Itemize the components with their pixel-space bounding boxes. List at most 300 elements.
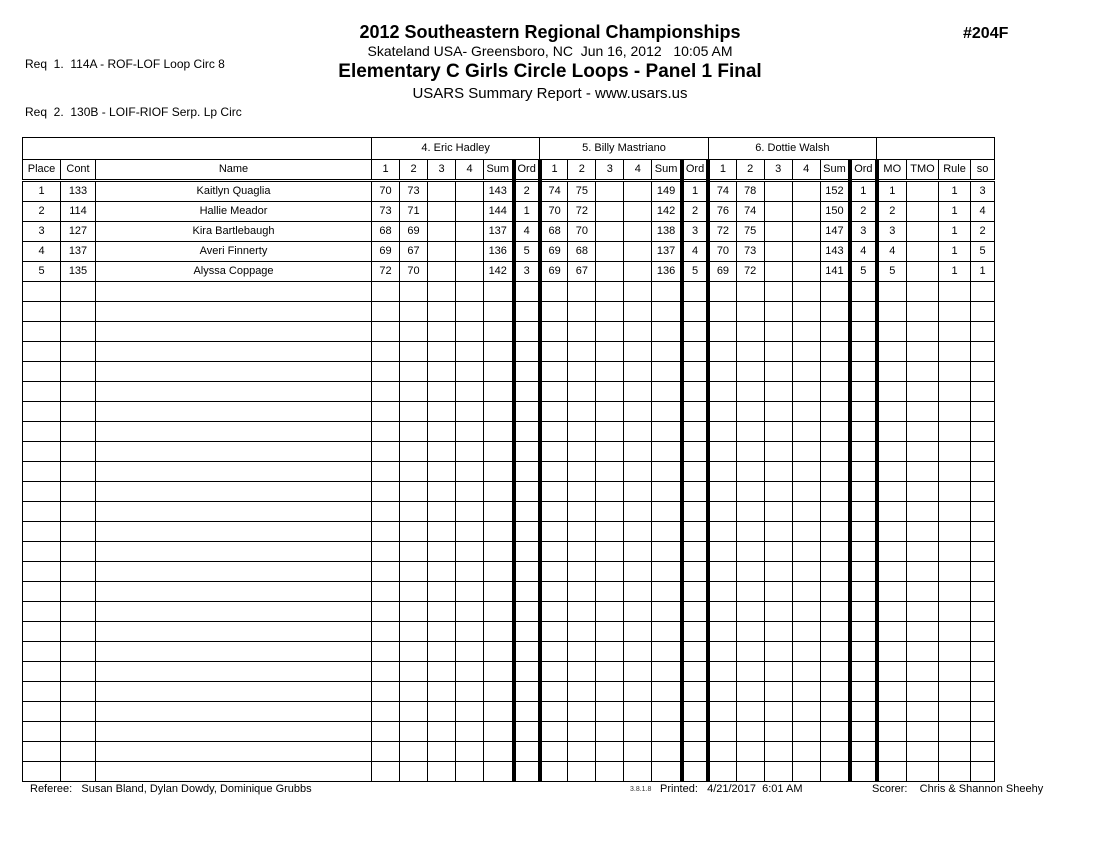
cell-place — [23, 762, 61, 782]
cell-judge4-ord — [514, 382, 540, 402]
cell-judge5-score3 — [596, 722, 624, 742]
header-rule: Rule — [939, 160, 971, 181]
cell-judge5-ord — [682, 402, 708, 422]
cell-rule — [939, 522, 971, 542]
cell-judge5-score2 — [568, 642, 596, 662]
cell-judge6-ord — [850, 402, 876, 422]
cell-so — [971, 742, 995, 762]
cell-judge4-sum — [484, 282, 514, 302]
cell-judge4-score4 — [456, 662, 484, 682]
cell-judge4-score3 — [428, 602, 456, 622]
cell-judge5-score4 — [624, 482, 652, 502]
cell-judge4-score4 — [456, 762, 484, 782]
cell-judge6-score1 — [708, 302, 736, 322]
cell-so — [971, 702, 995, 722]
cell-judge6-score2 — [736, 542, 764, 562]
cell-judge6-ord — [850, 502, 876, 522]
cell-name — [96, 702, 372, 722]
cell-judge4-score2 — [400, 642, 428, 662]
cell-judge5-score2 — [568, 682, 596, 702]
cell-mo — [877, 442, 907, 462]
cell-judge5-sum — [652, 762, 682, 782]
cell-judge6-score3 — [764, 402, 792, 422]
cell-rule — [939, 402, 971, 422]
cell-judge4-score1 — [372, 402, 400, 422]
cell-judge4-sum — [484, 482, 514, 502]
cell-judge6-score4 — [792, 422, 820, 442]
cell-tmo — [907, 582, 939, 602]
cell-judge6-score2 — [736, 742, 764, 762]
cell-judge5-sum — [652, 362, 682, 382]
scorer-line: Scorer: Chris & Shannon Sheehy — [872, 783, 1044, 795]
cell-judge5-score1 — [540, 362, 568, 382]
software-version: 3.8.1.8 — [630, 786, 652, 793]
cell-judge6-score1 — [708, 642, 736, 662]
empty-row — [23, 522, 995, 542]
cell-tmo — [907, 282, 939, 302]
cell-judge5-score1 — [540, 562, 568, 582]
cell-judge6-score3 — [764, 282, 792, 302]
cell-judge4-score3 — [428, 702, 456, 722]
cell-judge4-sum — [484, 522, 514, 542]
header-judge4-2: 2 — [400, 160, 428, 181]
cell-judge6-score3 — [764, 702, 792, 722]
cell-cont: 127 — [61, 222, 96, 242]
cell-judge5-score2: 75 — [568, 181, 596, 202]
cell-tmo — [907, 322, 939, 342]
cell-judge6-ord — [850, 542, 876, 562]
cell-judge4-sum — [484, 442, 514, 462]
cell-rule — [939, 682, 971, 702]
cell-rule — [939, 742, 971, 762]
cell-so: 3 — [971, 181, 995, 202]
cell-judge4-score4 — [456, 522, 484, 542]
cell-judge6-score1 — [708, 442, 736, 462]
cell-judge5-score2 — [568, 522, 596, 542]
cell-judge5-sum — [652, 522, 682, 542]
cell-so — [971, 362, 995, 382]
cell-judge5-score1 — [540, 582, 568, 602]
cell-judge6-score2 — [736, 422, 764, 442]
cell-judge5-ord — [682, 542, 708, 562]
printed-line: Printed: 4/21/2017 6:01 AM — [660, 783, 803, 795]
cell-so — [971, 382, 995, 402]
cell-judge4-score2: 73 — [400, 181, 428, 202]
cell-judge6-score4 — [792, 562, 820, 582]
cell-judge4-score4 — [456, 482, 484, 502]
cell-judge4-score1 — [372, 482, 400, 502]
cell-judge4-score2: 71 — [400, 202, 428, 222]
cell-judge6-sum — [820, 482, 850, 502]
cell-judge6-ord: 2 — [850, 202, 876, 222]
cell-judge4-score2 — [400, 762, 428, 782]
cell-judge5-score3 — [596, 202, 624, 222]
cell-judge5-score1 — [540, 522, 568, 542]
cell-judge4-score1: 73 — [372, 202, 400, 222]
cell-judge4-ord: 5 — [514, 242, 540, 262]
cell-rule — [939, 302, 971, 322]
cell-cont — [61, 302, 96, 322]
cell-judge6-sum — [820, 382, 850, 402]
cell-judge4-sum — [484, 382, 514, 402]
cell-judge4-score4 — [456, 642, 484, 662]
cell-judge6-score3 — [764, 202, 792, 222]
cell-judge4-sum — [484, 642, 514, 662]
cell-judge5-score1 — [540, 402, 568, 422]
event-title: Elementary C Girls Circle Loops - Panel 1 Final — [338, 61, 762, 82]
cell-judge6-ord — [850, 642, 876, 662]
cell-judge6-score2 — [736, 322, 764, 342]
cell-judge6-score3 — [764, 622, 792, 642]
header-judge5-ord: Ord — [682, 160, 708, 181]
judge-name-cell-2: 5. Billy Mastriano — [540, 138, 708, 160]
cell-judge5-score1 — [540, 702, 568, 722]
cell-judge6-score4 — [792, 742, 820, 762]
cell-judge4-ord — [514, 342, 540, 362]
cell-judge5-ord — [682, 422, 708, 442]
cell-judge4-score3 — [428, 662, 456, 682]
cell-judge6-sum — [820, 682, 850, 702]
cell-mo — [877, 642, 907, 662]
cell-so — [971, 462, 995, 482]
cell-mo — [877, 562, 907, 582]
cell-judge5-score4 — [624, 542, 652, 562]
cell-tmo — [907, 662, 939, 682]
cell-judge5-sum: 142 — [652, 202, 682, 222]
empty-row — [23, 342, 995, 362]
cell-judge5-score1 — [540, 662, 568, 682]
cell-place: 1 — [23, 181, 61, 202]
cell-cont — [61, 602, 96, 622]
cell-judge4-ord — [514, 482, 540, 502]
cell-place — [23, 722, 61, 742]
cell-mo — [877, 742, 907, 762]
cell-judge6-score4 — [792, 762, 820, 782]
cell-judge5-score3 — [596, 582, 624, 602]
cell-judge5-score1 — [540, 642, 568, 662]
cell-judge4-sum — [484, 362, 514, 382]
cell-so — [971, 582, 995, 602]
cell-judge5-score3 — [596, 482, 624, 502]
cell-tmo — [907, 442, 939, 462]
cell-rule — [939, 362, 971, 382]
empty-row — [23, 482, 995, 502]
req-line-2: Req 2. 130B - LOIF-RIOF Serp. Lp Circ — [25, 105, 242, 119]
cell-place — [23, 402, 61, 422]
cell-judge6-score1 — [708, 382, 736, 402]
cell-judge6-score1 — [708, 662, 736, 682]
cell-judge5-ord — [682, 722, 708, 742]
cell-judge4-sum — [484, 702, 514, 722]
cell-judge4-ord — [514, 642, 540, 662]
cell-cont — [61, 442, 96, 462]
cell-judge5-score4 — [624, 442, 652, 462]
empty-row — [23, 502, 995, 522]
cell-judge5-score1 — [540, 622, 568, 642]
venue-date-line: Skateland USA- Greensboro, NC Jun 16, 2012 10:05 AM — [367, 43, 733, 59]
cell-judge4-score1 — [372, 622, 400, 642]
header-judge6-ord: Ord — [850, 160, 876, 181]
cell-judge6-score1 — [708, 602, 736, 622]
cell-judge5-ord — [682, 702, 708, 722]
cell-judge5-score3 — [596, 502, 624, 522]
cell-judge4-score1 — [372, 342, 400, 362]
cell-judge5-score2 — [568, 302, 596, 322]
report-header — [0, 22, 1100, 104]
cell-judge5-score4 — [624, 202, 652, 222]
cell-judge6-score3 — [764, 582, 792, 602]
cell-name — [96, 662, 372, 682]
cell-tmo — [907, 482, 939, 502]
cell-judge5-score3 — [596, 662, 624, 682]
cell-judge4-sum — [484, 422, 514, 442]
cell-cont — [61, 522, 96, 542]
cell-judge4-score2 — [400, 402, 428, 422]
cell-judge6-sum — [820, 302, 850, 322]
cell-judge4-score3 — [428, 442, 456, 462]
cell-judge4-sum — [484, 322, 514, 342]
cell-place — [23, 642, 61, 662]
cell-judge6-score4 — [792, 642, 820, 662]
cell-judge5-score1: 70 — [540, 202, 568, 222]
cell-judge4-score3 — [428, 181, 456, 202]
cell-judge6-score3 — [764, 642, 792, 662]
cell-judge4-score3 — [428, 262, 456, 282]
cell-so — [971, 302, 995, 322]
cell-judge4-score4 — [456, 202, 484, 222]
cell-judge6-score2 — [736, 362, 764, 382]
result-row — [23, 262, 995, 282]
cell-name — [96, 282, 372, 302]
cell-judge6-score4 — [792, 302, 820, 322]
cell-so — [971, 522, 995, 542]
cell-tmo — [907, 702, 939, 722]
cell-judge6-score3 — [764, 762, 792, 782]
cell-tmo — [907, 222, 939, 242]
cell-judge4-score2: 70 — [400, 262, 428, 282]
cell-rule — [939, 602, 971, 622]
cell-judge4-score1: 69 — [372, 242, 400, 262]
cell-judge4-score3 — [428, 622, 456, 642]
cell-place — [23, 442, 61, 462]
cell-judge5-sum — [652, 502, 682, 522]
cell-judge6-score1 — [708, 482, 736, 502]
cell-judge5-score4 — [624, 282, 652, 302]
cell-judge4-score1 — [372, 662, 400, 682]
cell-judge6-sum — [820, 622, 850, 642]
cell-tmo — [907, 522, 939, 542]
cell-judge4-score1 — [372, 642, 400, 662]
cell-judge6-sum — [820, 742, 850, 762]
cell-mo — [877, 582, 907, 602]
cell-judge6-score4 — [792, 602, 820, 622]
cell-judge6-score3 — [764, 502, 792, 522]
header-judge4-3: 3 — [428, 160, 456, 181]
cell-judge5-score2: 68 — [568, 242, 596, 262]
cell-judge5-ord — [682, 662, 708, 682]
cell-mo — [877, 702, 907, 722]
cell-judge4-score1 — [372, 682, 400, 702]
cell-tmo — [907, 342, 939, 362]
cell-judge6-ord — [850, 422, 876, 442]
cell-judge6-ord — [850, 482, 876, 502]
cell-judge4-score1 — [372, 602, 400, 622]
cell-tmo — [907, 542, 939, 562]
cell-judge5-score2 — [568, 702, 596, 722]
cell-name: Alyssa Coppage — [96, 262, 372, 282]
cell-judge6-score1 — [708, 402, 736, 422]
cell-rule — [939, 582, 971, 602]
cell-mo — [877, 542, 907, 562]
cell-judge6-score3 — [764, 482, 792, 502]
empty-row — [23, 682, 995, 702]
cell-mo: 2 — [877, 202, 907, 222]
cell-judge5-score3 — [596, 602, 624, 622]
cell-judge6-score4 — [792, 181, 820, 202]
cell-judge4-sum — [484, 582, 514, 602]
cell-judge4-score2 — [400, 722, 428, 742]
cell-judge6-score2 — [736, 642, 764, 662]
cell-judge4-score2: 67 — [400, 242, 428, 262]
cell-judge5-score1 — [540, 422, 568, 442]
cell-judge5-score3 — [596, 522, 624, 542]
cell-judge5-score1 — [540, 342, 568, 362]
header-judge6-sum: Sum — [820, 160, 850, 181]
cell-judge6-score4 — [792, 322, 820, 342]
cell-name — [96, 482, 372, 502]
cell-judge6-sum — [820, 582, 850, 602]
cell-judge5-score2: 72 — [568, 202, 596, 222]
cell-judge4-score3 — [428, 342, 456, 362]
cell-judge5-score4 — [624, 302, 652, 322]
cell-judge4-score4 — [456, 742, 484, 762]
cell-judge5-score4 — [624, 502, 652, 522]
cell-judge6-sum — [820, 602, 850, 622]
cell-tmo — [907, 262, 939, 282]
cell-judge5-score1 — [540, 302, 568, 322]
cell-judge4-score2 — [400, 622, 428, 642]
cell-cont — [61, 482, 96, 502]
cell-judge4-score2 — [400, 522, 428, 542]
cell-so — [971, 642, 995, 662]
cell-judge4-score2 — [400, 422, 428, 442]
cell-judge4-score2 — [400, 282, 428, 302]
cell-judge5-score4 — [624, 742, 652, 762]
cell-judge5-score4 — [624, 422, 652, 442]
cell-place — [23, 302, 61, 322]
cell-judge4-score1 — [372, 442, 400, 462]
cell-judge5-sum — [652, 622, 682, 642]
cell-cont — [61, 282, 96, 302]
cell-judge5-ord — [682, 562, 708, 582]
cell-mo — [877, 662, 907, 682]
cell-judge5-score4 — [624, 702, 652, 722]
cell-judge5-score3 — [596, 682, 624, 702]
cell-rule — [939, 722, 971, 742]
cell-mo — [877, 342, 907, 362]
cell-name — [96, 382, 372, 402]
cell-cont — [61, 322, 96, 342]
cell-judge4-ord — [514, 682, 540, 702]
cell-judge4-score3 — [428, 402, 456, 422]
empty-row — [23, 362, 995, 382]
empty-row — [23, 422, 995, 442]
cell-judge4-score3 — [428, 422, 456, 442]
cell-judge4-score4 — [456, 322, 484, 342]
cell-judge6-sum — [820, 762, 850, 782]
cell-tmo — [907, 242, 939, 262]
cell-place — [23, 382, 61, 402]
cell-judge6-score4 — [792, 702, 820, 722]
cell-name — [96, 542, 372, 562]
cell-judge6-ord — [850, 682, 876, 702]
empty-row — [23, 302, 995, 322]
cell-mo — [877, 362, 907, 382]
column-header-row — [23, 160, 995, 181]
cell-name: Hallie Meador — [96, 202, 372, 222]
header-judge5-1: 1 — [540, 160, 568, 181]
cell-judge6-score2 — [736, 382, 764, 402]
cell-name — [96, 442, 372, 462]
cell-name — [96, 602, 372, 622]
cell-judge4-score3 — [428, 222, 456, 242]
cell-tmo — [907, 502, 939, 522]
cell-judge6-score1 — [708, 542, 736, 562]
cell-judge5-score3 — [596, 222, 624, 242]
cell-judge6-score1 — [708, 342, 736, 362]
cell-place: 2 — [23, 202, 61, 222]
cell-judge5-score1 — [540, 482, 568, 502]
header-place: Place — [23, 160, 61, 181]
cell-judge6-score4 — [792, 662, 820, 682]
cell-judge4-ord: 3 — [514, 262, 540, 282]
cell-judge6-sum: 147 — [820, 222, 850, 242]
cell-judge6-score3 — [764, 362, 792, 382]
cell-judge4-score1 — [372, 422, 400, 442]
cell-judge5-sum: 137 — [652, 242, 682, 262]
cell-judge6-score1 — [708, 322, 736, 342]
cell-judge6-score3 — [764, 222, 792, 242]
cell-place — [23, 602, 61, 622]
empty-row — [23, 542, 995, 562]
cell-judge4-score3 — [428, 582, 456, 602]
cell-judge5-score4 — [624, 322, 652, 342]
cell-judge6-score4 — [792, 522, 820, 542]
cell-cont — [61, 662, 96, 682]
header-tmo: TMO — [907, 160, 939, 181]
cell-judge4-ord — [514, 402, 540, 422]
cell-judge6-score1 — [708, 362, 736, 382]
cell-judge4-ord — [514, 302, 540, 322]
cell-judge4-ord: 1 — [514, 202, 540, 222]
empty-row — [23, 382, 995, 402]
cell-judge5-score4 — [624, 582, 652, 602]
cell-judge4-score3 — [428, 502, 456, 522]
cell-judge4-ord — [514, 502, 540, 522]
cell-judge4-score2 — [400, 362, 428, 382]
cell-judge6-sum — [820, 522, 850, 542]
cell-name — [96, 322, 372, 342]
cell-rule — [939, 382, 971, 402]
cell-judge6-sum: 143 — [820, 242, 850, 262]
cell-judge6-score1: 69 — [708, 262, 736, 282]
cell-judge5-sum: 138 — [652, 222, 682, 242]
cell-mo — [877, 602, 907, 622]
cell-name — [96, 722, 372, 742]
cell-judge5-score2 — [568, 422, 596, 442]
cell-judge5-ord: 4 — [682, 242, 708, 262]
cell-judge4-score4 — [456, 422, 484, 442]
